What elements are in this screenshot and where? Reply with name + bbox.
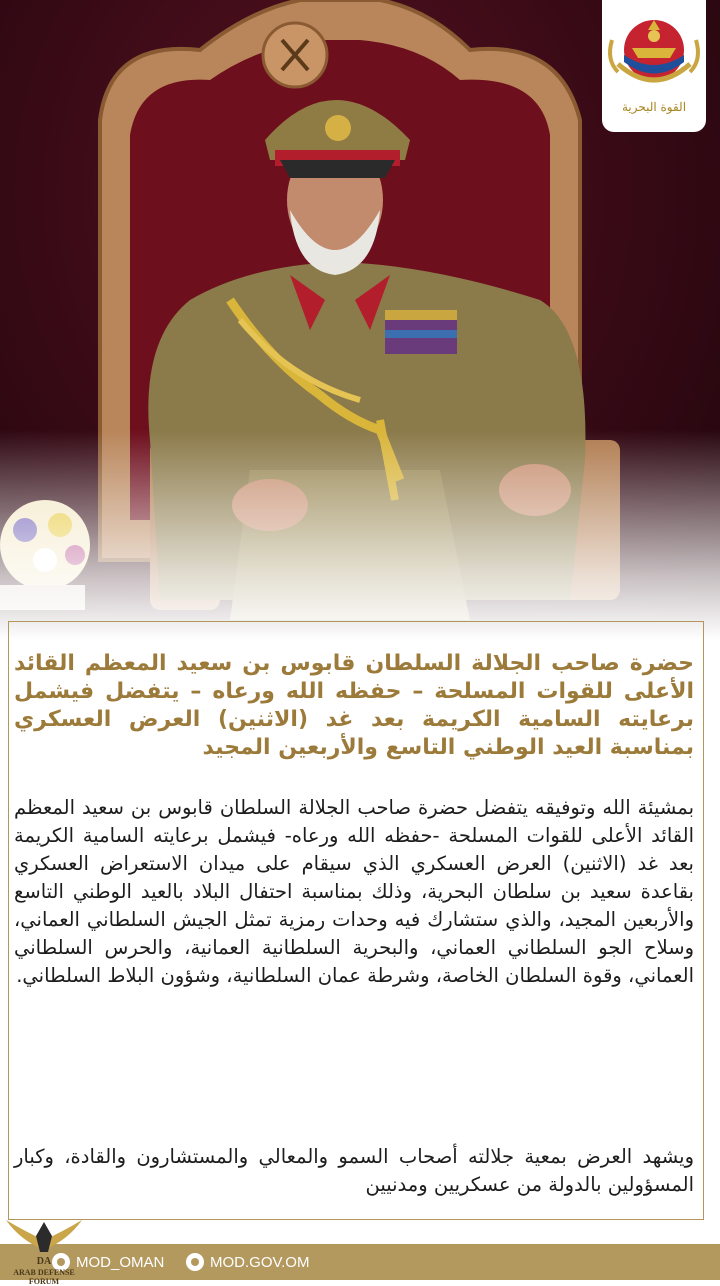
globe-icon [186, 1253, 204, 1271]
article-headline: حضرة صاحب الجلالة السلطان قابوس بن سعيد المعظم القائد الأعلى للقوات المسلحة – حفظه الله ورعاه – يتفضل فيشمل برعايته السامية الكريمة بعد غد (الاثنين) العرض العسكري بمناسبة العيد الوطني التاسع والأربعين المجيد [14, 651, 694, 760]
article-closing-paragraph: ويشهد العرض بمعية جلالته أصحاب السمو والمعالي والمستشارون والقادة، وكبار المسؤولين بالدولة من عسكريين ومدنيين [14, 1145, 694, 1196]
watermark-text: ARAB DEFENSE FORUM [13, 1268, 75, 1286]
navy-emblem-badge [602, 0, 706, 132]
logo-caption: القوة البحرية [621, 100, 687, 114]
website-text: MOD.GOV.OM [210, 1253, 310, 1271]
social-handle-text: MOD_OMAN [76, 1253, 165, 1271]
watermark-initials: DA [36, 1256, 52, 1267]
forum-watermark [2, 1206, 86, 1286]
navy-emblem-icon [602, 0, 706, 100]
footer-bar [0, 1244, 720, 1280]
eagle-watermark-icon [2, 1206, 86, 1268]
website-link[interactable] [186, 1244, 309, 1280]
photo-fade-overlay [0, 430, 720, 640]
article-body: بمشيئة الله وتوفيقه يتفضل حضرة صاحب الجلالة السلطان قابوس بن سعيد المعظم القائد الأعلى للقوات المسلحة -حفظه الله ورعاه- فيشمل برعايته السامية الكريمة بعد غد (الاثنين) العرض العسكري الذي سيقام على ميدان الاستعراض العسكري بقاعدة سعيد بن سلطان البحرية، وذلك بمناسبة احتفال البلاد بالعيد الوطني التاسع والأربعين المجيد، والذي ستشارك فيه وحدات رمزية تمثل الجيش السلطاني العماني، وسلاح الجو السلطاني العماني، والبحرية السلطانية العمانية، والحرس السلطاني العماني، وقوة السلطان الخاصة، وشرطة عمان السلطانية، وشؤون البلاط السلطاني. [14, 796, 694, 987]
